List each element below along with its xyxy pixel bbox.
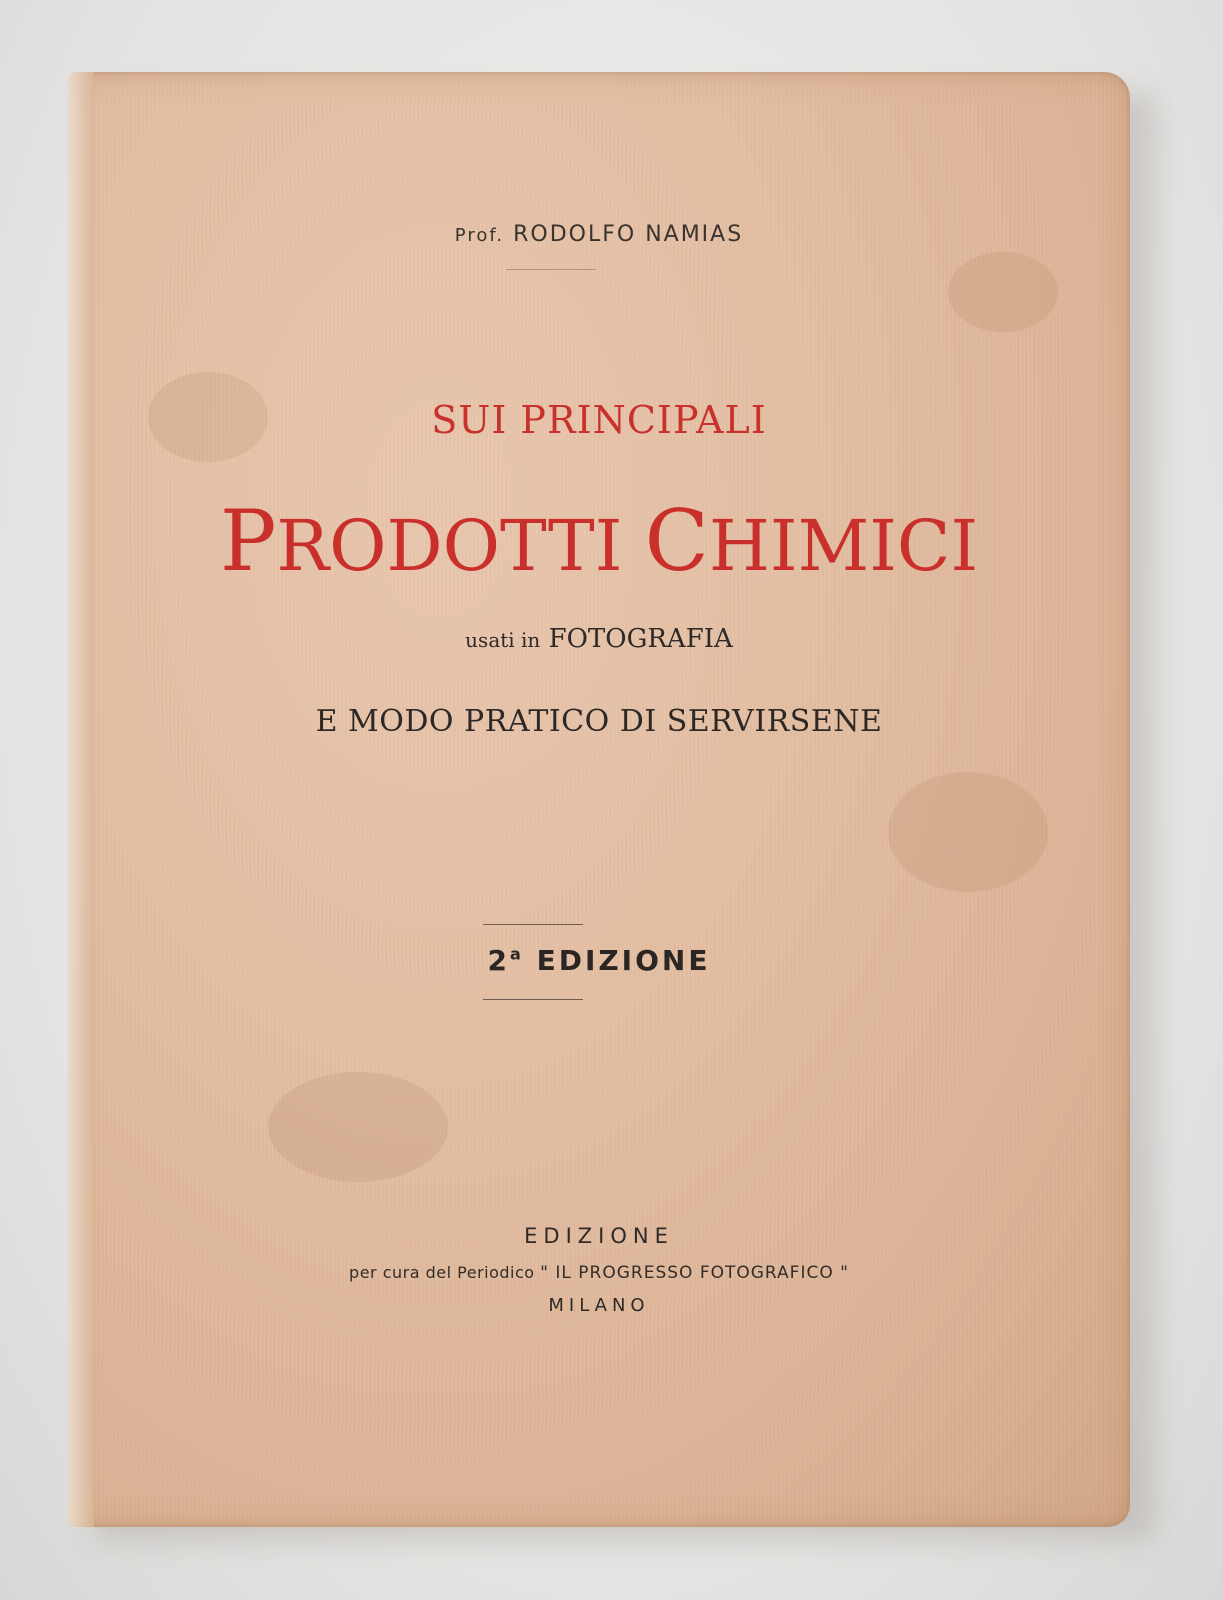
- paper-stain: [888, 772, 1048, 892]
- publisher-lower: per cura del Periodico: [349, 1263, 535, 1282]
- edition-number: 2: [487, 944, 511, 977]
- title-line-2: [68, 492, 1130, 590]
- publisher-line-2: [68, 1263, 1130, 1283]
- edition-label: [68, 944, 1130, 977]
- subtitle-line-1: [68, 624, 1130, 654]
- title-word2-initial: C: [644, 492, 709, 590]
- title-word1-initial: P: [219, 492, 277, 590]
- paper-stain: [948, 252, 1058, 332]
- title-word1-rest: RODOTTI: [276, 505, 623, 587]
- paper-stain: [268, 1072, 448, 1182]
- edition-suffix: a: [510, 944, 524, 964]
- subtitle-line-2: E MODO PRATICO DI SERVIRSENE: [315, 704, 883, 739]
- subtitle-lower: usati in: [465, 628, 541, 652]
- publisher-line-1: EDIZIONE: [524, 1224, 674, 1248]
- author-name: RODOLFO NAMIAS: [513, 222, 744, 247]
- author-line: [68, 222, 1130, 247]
- edition-rule-top: [483, 924, 583, 925]
- edition-rule-bottom: [483, 999, 583, 1000]
- subtitle-caps: FOTOGRAFIA: [548, 624, 733, 654]
- author-prefix: Prof.: [454, 225, 505, 246]
- title-line-1: SUI PRINCIPALI: [431, 398, 767, 442]
- book-cover: [68, 72, 1130, 1527]
- edition-word: EDIZIONE: [536, 944, 711, 977]
- periodical-name: " IL PROGRESSO FOTOGRAFICO ": [540, 1263, 849, 1283]
- author-underline: [506, 269, 596, 270]
- publisher-city: MILANO: [548, 1295, 650, 1316]
- title-word2-rest: HIMICI: [708, 505, 979, 587]
